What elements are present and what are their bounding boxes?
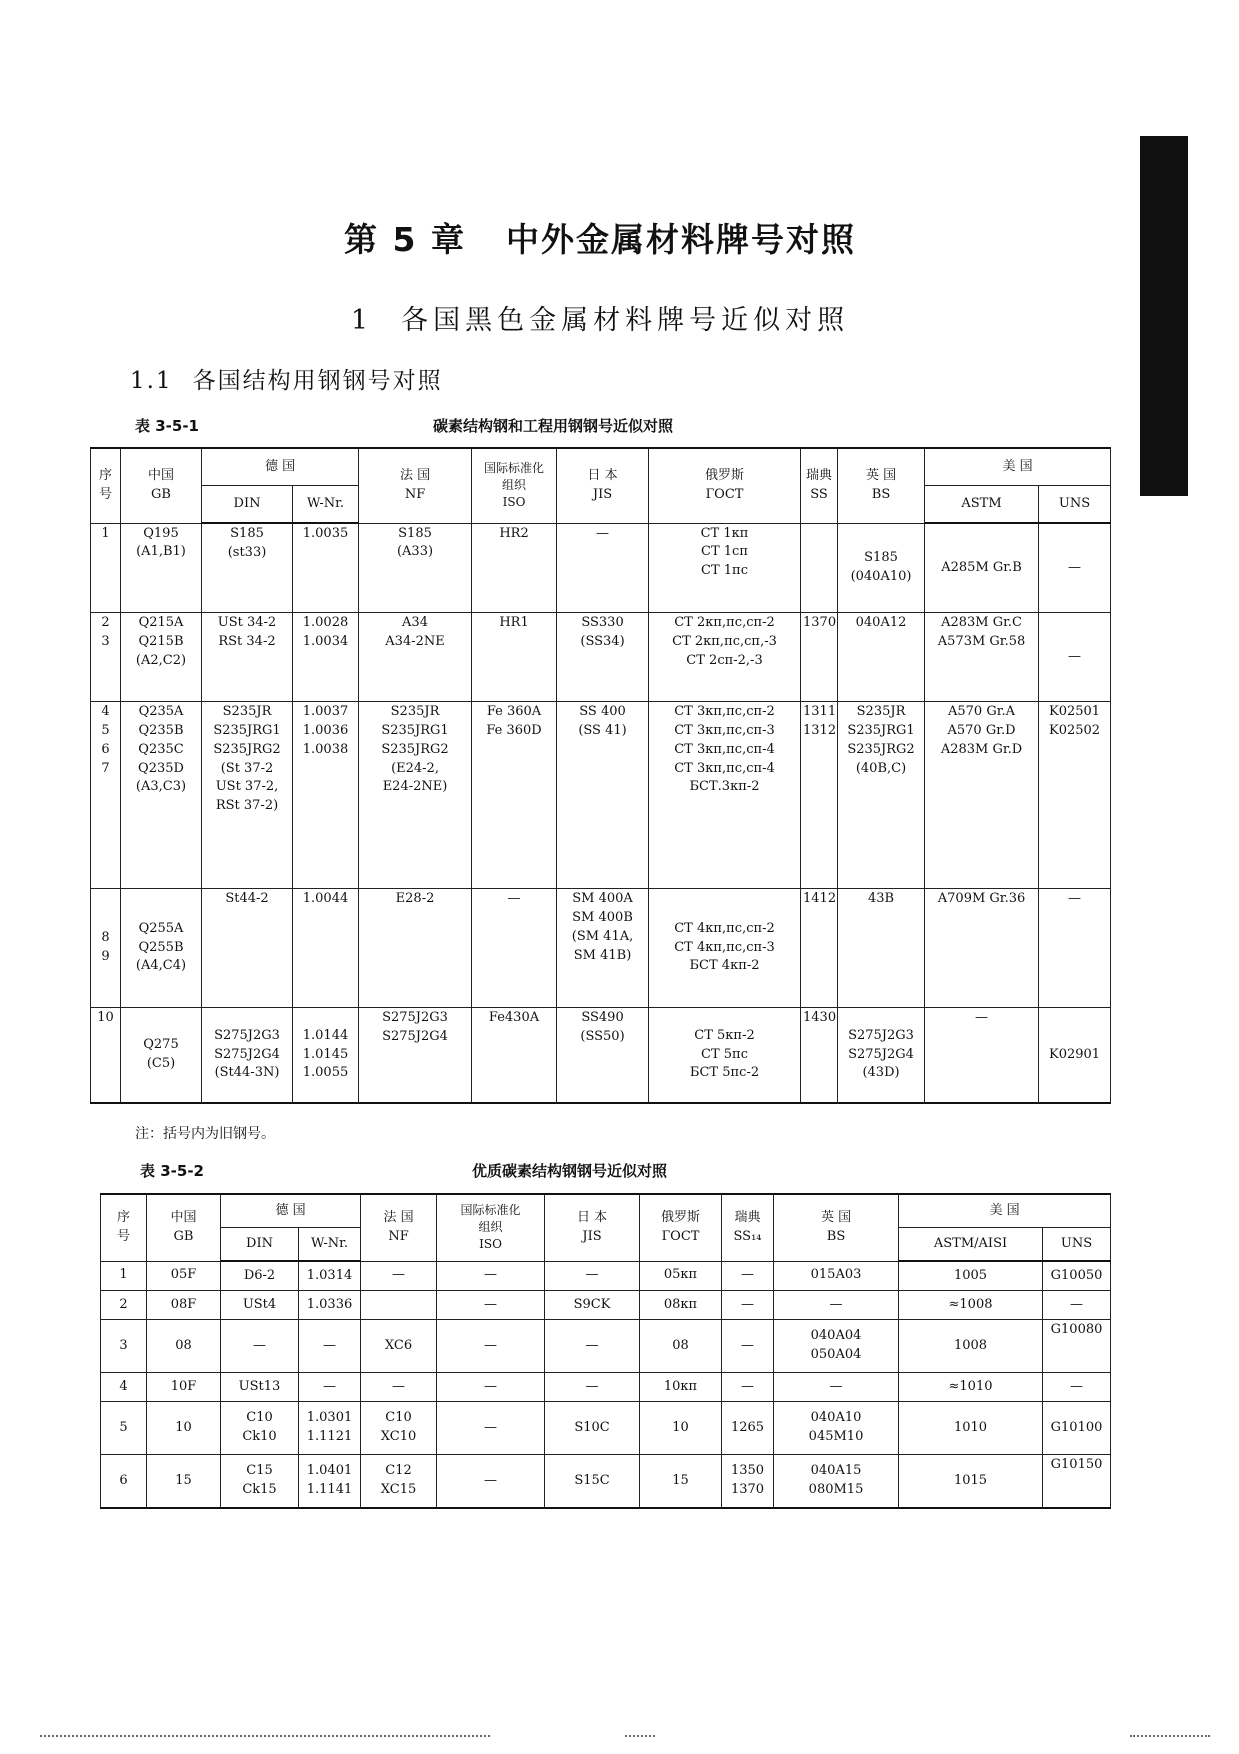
t1-header-din: DIN	[202, 486, 293, 524]
t1-header-usa: 美 国	[925, 448, 1111, 486]
t2-cell-astm: 1005	[899, 1261, 1043, 1291]
t2-cell-gb: 05F	[147, 1261, 221, 1291]
t1-cell-wnr: 1.0044	[293, 889, 359, 1008]
t2-cell-gost: 08кп	[640, 1291, 722, 1320]
t2-cell-iso: —	[437, 1261, 545, 1291]
table-row	[101, 1291, 1111, 1320]
t2-cell-uns: G10100	[1043, 1402, 1111, 1455]
t2-header-japan: 日 本 JIS	[545, 1194, 640, 1261]
t2-cell-jis: —	[545, 1320, 640, 1373]
t2-cell-astm: 1008	[899, 1320, 1043, 1373]
t1-cell-iso: —	[472, 889, 557, 1008]
t2-cell-seq: 4	[101, 1373, 147, 1402]
t1-cell-astm: A709M Gr.36	[925, 889, 1039, 1008]
t1-header-uns: UNS	[1039, 486, 1111, 524]
t2-cell-astm: 1015	[899, 1455, 1043, 1509]
t2-cell-iso: —	[437, 1291, 545, 1320]
chapter-title	[0, 214, 1200, 261]
t2-cell-nf: C10 XC10	[361, 1402, 437, 1455]
t2-cell-iso: —	[437, 1373, 545, 1402]
t1-cell-jis: SS330 (SS34)	[557, 613, 649, 702]
t2-cell-bs: 015A03	[774, 1261, 899, 1291]
t1-cell-gb: Q235A Q235B Q235C Q235D (A3,C3)	[121, 702, 202, 889]
t2-cell-bs: —	[774, 1373, 899, 1402]
t2-cell-ss: 1265	[722, 1402, 774, 1455]
chapter-number: 第 5 章	[344, 220, 466, 259]
t2-cell-uns: —	[1043, 1291, 1111, 1320]
t2-cell-gost: 15	[640, 1455, 722, 1509]
t1-cell-din: S235JR S235JRG1 S235JRG2 (St 37-2 USt 37-2, RSt 37-2)	[202, 702, 293, 889]
t1-cell-bs: 040A12	[838, 613, 925, 702]
t2-cell-bs: —	[774, 1291, 899, 1320]
section-number: 1	[350, 305, 374, 336]
table-carbon-structural-steel	[90, 447, 1111, 1104]
t2-cell-seq: 5	[101, 1402, 147, 1455]
t1-cell-gb: Q215A Q215B (A2,C2)	[121, 613, 202, 702]
t1-header-astm: ASTM	[925, 486, 1039, 524]
t2-cell-jis: S15C	[545, 1455, 640, 1509]
table-row	[91, 702, 1111, 889]
t1-cell-ss: 1430	[801, 1008, 838, 1104]
t2-cell-wnr: 1.0314	[299, 1261, 361, 1291]
table1-label: 表 3-5-1	[135, 417, 199, 435]
t2-cell-nf: XC6	[361, 1320, 437, 1373]
scan-edge-line	[1130, 1735, 1210, 1738]
t1-cell-uns: K02901	[1039, 1008, 1111, 1104]
table1-title: 碳素结构钢和工程用钢钢号近似对照	[433, 417, 674, 435]
t2-header-wnr: W-Nr.	[299, 1228, 361, 1262]
t1-cell-seq: 2 3	[91, 613, 121, 702]
t2-header-iso: 国际标准化 组织 ISO	[437, 1194, 545, 1261]
t2-cell-ss: —	[722, 1291, 774, 1320]
t1-cell-din: USt 34-2 RSt 34-2	[202, 613, 293, 702]
t1-cell-astm: —	[925, 1008, 1039, 1104]
t2-header-astm: ASTM/AISI	[899, 1228, 1043, 1262]
t2-cell-jis: S10C	[545, 1402, 640, 1455]
t1-cell-wnr: 1.0037 1.0036 1.0038	[293, 702, 359, 889]
t2-cell-gost: 08	[640, 1320, 722, 1373]
t2-header-uk: 英 国 BS	[774, 1194, 899, 1261]
t2-header-uns: UNS	[1043, 1228, 1111, 1262]
t1-cell-uns: —	[1039, 889, 1111, 1008]
t1-cell-gb: Q195 (A1,B1)	[121, 523, 202, 613]
t2-cell-gost: 10	[640, 1402, 722, 1455]
t2-cell-uns: —	[1043, 1373, 1111, 1402]
t1-header-iso: 国际标准化 组织 ISO	[472, 448, 557, 523]
t2-header-sweden: 瑞典 SS₁₄	[722, 1194, 774, 1261]
t1-cell-nf: S185 (A33)	[359, 523, 472, 613]
t1-cell-nf: S275J2G3 S275J2G4	[359, 1008, 472, 1104]
t1-cell-wnr: 1.0035	[293, 523, 359, 613]
t2-cell-jis: —	[545, 1373, 640, 1402]
t1-cell-din: S185 (st33)	[202, 523, 293, 613]
t2-cell-nf: —	[361, 1261, 437, 1291]
t2-cell-gb: 08F	[147, 1291, 221, 1320]
t1-header-seq: 序 号	[91, 448, 121, 523]
t2-cell-nf: —	[361, 1373, 437, 1402]
t2-cell-gb: 15	[147, 1455, 221, 1509]
table-row	[91, 613, 1111, 702]
table-row	[91, 889, 1111, 1008]
t2-cell-ss: 1350 1370	[722, 1455, 774, 1509]
t1-cell-ss: 1412	[801, 889, 838, 1008]
section-title-text: 各国黑色金属材料牌号近似对照	[401, 305, 850, 336]
t2-header-din: DIN	[221, 1228, 299, 1262]
t2-cell-seq: 3	[101, 1320, 147, 1373]
t2-cell-nf	[361, 1291, 437, 1320]
t1-cell-iso: Fe 360A Fe 360D	[472, 702, 557, 889]
t2-cell-uns: G10080	[1043, 1320, 1111, 1373]
t2-cell-nf: C12 XC15	[361, 1455, 437, 1509]
table1-note: 注：括号内为旧钢号。	[135, 1126, 275, 1142]
section-title	[0, 298, 1200, 337]
t2-cell-seq: 6	[101, 1455, 147, 1509]
table-row	[91, 523, 1111, 613]
t2-cell-din: —	[221, 1320, 299, 1373]
t1-cell-bs: S275J2G3 S275J2G4 (43D)	[838, 1008, 925, 1104]
t2-cell-bs: 040A15 080M15	[774, 1455, 899, 1509]
t2-cell-bs: 040A10 045M10	[774, 1402, 899, 1455]
t2-cell-ss: —	[722, 1373, 774, 1402]
t1-cell-ss: 1370	[801, 613, 838, 702]
t2-cell-astm: ≈1008	[899, 1291, 1043, 1320]
t2-cell-astm: ≈1010	[899, 1373, 1043, 1402]
subsection-title-text: 各国结构用钢钢号对照	[192, 368, 443, 394]
t1-cell-gb: Q275 (C5)	[121, 1008, 202, 1104]
t1-cell-iso: HR2	[472, 523, 557, 613]
t1-cell-din: S275J2G3 S275J2G4 (St44-3N)	[202, 1008, 293, 1104]
t2-cell-astm: 1010	[899, 1402, 1043, 1455]
t1-cell-ss: 1311 1312	[801, 702, 838, 889]
t2-cell-ss: —	[722, 1320, 774, 1373]
t2-cell-bs: 040A04 050A04	[774, 1320, 899, 1373]
t1-cell-din: St44-2	[202, 889, 293, 1008]
t1-cell-gost: CT 3кп,пс,сп-2 CT 3кп,пс,сп-3 CT 3кп,пс,сп-4 CT 3кп,пс,сп-4 БСТ.3кп-2	[649, 702, 801, 889]
t1-header-china: 中国 GB	[121, 448, 202, 523]
t1-cell-jis: SS490 (SS50)	[557, 1008, 649, 1104]
table-row	[101, 1455, 1111, 1509]
scan-edge-line	[625, 1735, 655, 1738]
t1-header-france: 法 国 NF	[359, 448, 472, 523]
t1-cell-bs: S185 (040A10)	[838, 523, 925, 613]
t2-cell-din: D6-2	[221, 1261, 299, 1291]
t1-cell-gost: CT 2кп,пс,сп-2 CT 2кп,пс,сп,-3 CT 2сп-2,-3	[649, 613, 801, 702]
t2-cell-seq: 1	[101, 1261, 147, 1291]
t1-cell-seq: 10	[91, 1008, 121, 1104]
t2-header-usa: 美 国	[899, 1194, 1111, 1228]
t1-cell-wnr: 1.0144 1.0145 1.0055	[293, 1008, 359, 1104]
t2-cell-wnr: 1.0336	[299, 1291, 361, 1320]
table-quality-carbon-steel	[100, 1193, 1111, 1509]
t1-cell-gb: Q255A Q255B (A4,C4)	[121, 889, 202, 1008]
t1-cell-jis: —	[557, 523, 649, 613]
t2-cell-din: USt13	[221, 1373, 299, 1402]
t1-cell-uns: —	[1039, 523, 1111, 613]
table-row	[101, 1261, 1111, 1291]
t2-cell-ss: —	[722, 1261, 774, 1291]
t2-cell-jis: —	[545, 1261, 640, 1291]
t1-header-germany: 德 国	[202, 448, 359, 486]
table2-title: 优质碳素结构钢钢号近似对照	[472, 1162, 668, 1180]
t2-header-france: 法 国 NF	[361, 1194, 437, 1261]
subsection-title	[130, 362, 443, 395]
t1-header-sweden: 瑞典 SS	[801, 448, 838, 523]
t2-cell-din: USt4	[221, 1291, 299, 1320]
t1-cell-seq: 1	[91, 523, 121, 613]
t1-cell-iso: HR1	[472, 613, 557, 702]
t2-cell-wnr: —	[299, 1320, 361, 1373]
t1-cell-gost: CT 4кп,пс,сп-2 CT 4кп,пс,сп-3 БСТ 4кп-2	[649, 889, 801, 1008]
t2-cell-gb: 10F	[147, 1373, 221, 1402]
t2-cell-gost: 05кп	[640, 1261, 722, 1291]
t2-cell-wnr: 1.0301 1.1121	[299, 1402, 361, 1455]
subsection-number: 1.1	[130, 368, 173, 394]
t1-cell-astm: A283M Gr.C A573M Gr.58	[925, 613, 1039, 702]
chapter-title-text: 中外金属材料牌号对照	[505, 220, 856, 259]
t1-cell-ss	[801, 523, 838, 613]
t1-header-russia: 俄罗斯 ГОСТ	[649, 448, 801, 523]
t1-cell-nf: A34 A34-2NE	[359, 613, 472, 702]
t1-cell-astm: A285M Gr.B	[925, 523, 1039, 613]
t2-header-germany: 德 国	[221, 1194, 361, 1228]
t2-cell-gb: 08	[147, 1320, 221, 1373]
t2-header-seq: 序 号	[101, 1194, 147, 1261]
t1-cell-jis: SS 400 (SS 41)	[557, 702, 649, 889]
t2-cell-uns: G10050	[1043, 1261, 1111, 1291]
t2-header-russia: 俄罗斯 ГОСТ	[640, 1194, 722, 1261]
t1-cell-nf: S235JR S235JRG1 S235JRG2 (E24-2, E24-2NE)	[359, 702, 472, 889]
t2-cell-iso: —	[437, 1455, 545, 1509]
t1-header-uk: 英 国 BS	[838, 448, 925, 523]
t2-cell-din: C15 Ck15	[221, 1455, 299, 1509]
t1-cell-bs: S235JR S235JRG1 S235JRG2 (40B,C)	[838, 702, 925, 889]
t1-header-wnr: W-Nr.	[293, 486, 359, 524]
t2-cell-jis: S9CK	[545, 1291, 640, 1320]
t1-cell-seq: 4 5 6 7	[91, 702, 121, 889]
table2-label: 表 3-5-2	[140, 1162, 204, 1180]
t1-cell-gost: CT 5кп-2 CT 5пс БСТ 5пс-2	[649, 1008, 801, 1104]
t2-cell-uns: G10150	[1043, 1455, 1111, 1509]
t1-cell-iso: Fe430A	[472, 1008, 557, 1104]
t2-cell-iso: —	[437, 1320, 545, 1373]
t1-cell-jis: SM 400A SM 400B (SM 41A, SM 41B)	[557, 889, 649, 1008]
table-row	[101, 1373, 1111, 1402]
t1-header-japan: 日 本 JIS	[557, 448, 649, 523]
scan-edge-line	[40, 1735, 490, 1738]
table-row	[91, 1008, 1111, 1104]
t1-cell-uns: K02501 K02502	[1039, 702, 1111, 889]
t1-cell-nf: E28-2	[359, 889, 472, 1008]
table-row	[101, 1320, 1111, 1373]
t2-cell-wnr: 1.0401 1.1141	[299, 1455, 361, 1509]
t1-cell-seq: 8 9	[91, 889, 121, 1008]
t2-header-china: 中国 GB	[147, 1194, 221, 1261]
t1-cell-astm: A570 Gr.A A570 Gr.D A283M Gr.D	[925, 702, 1039, 889]
t1-cell-uns: —	[1039, 613, 1111, 702]
table-row	[101, 1402, 1111, 1455]
t2-cell-gost: 10кп	[640, 1373, 722, 1402]
t1-cell-gost: CT 1кп CT 1сп CT 1пс	[649, 523, 801, 613]
t2-cell-gb: 10	[147, 1402, 221, 1455]
t1-cell-bs: 43B	[838, 889, 925, 1008]
t2-cell-iso: —	[437, 1402, 545, 1455]
t1-cell-wnr: 1.0028 1.0034	[293, 613, 359, 702]
t2-cell-seq: 2	[101, 1291, 147, 1320]
t2-cell-din: C10 Ck10	[221, 1402, 299, 1455]
t2-cell-wnr: —	[299, 1373, 361, 1402]
